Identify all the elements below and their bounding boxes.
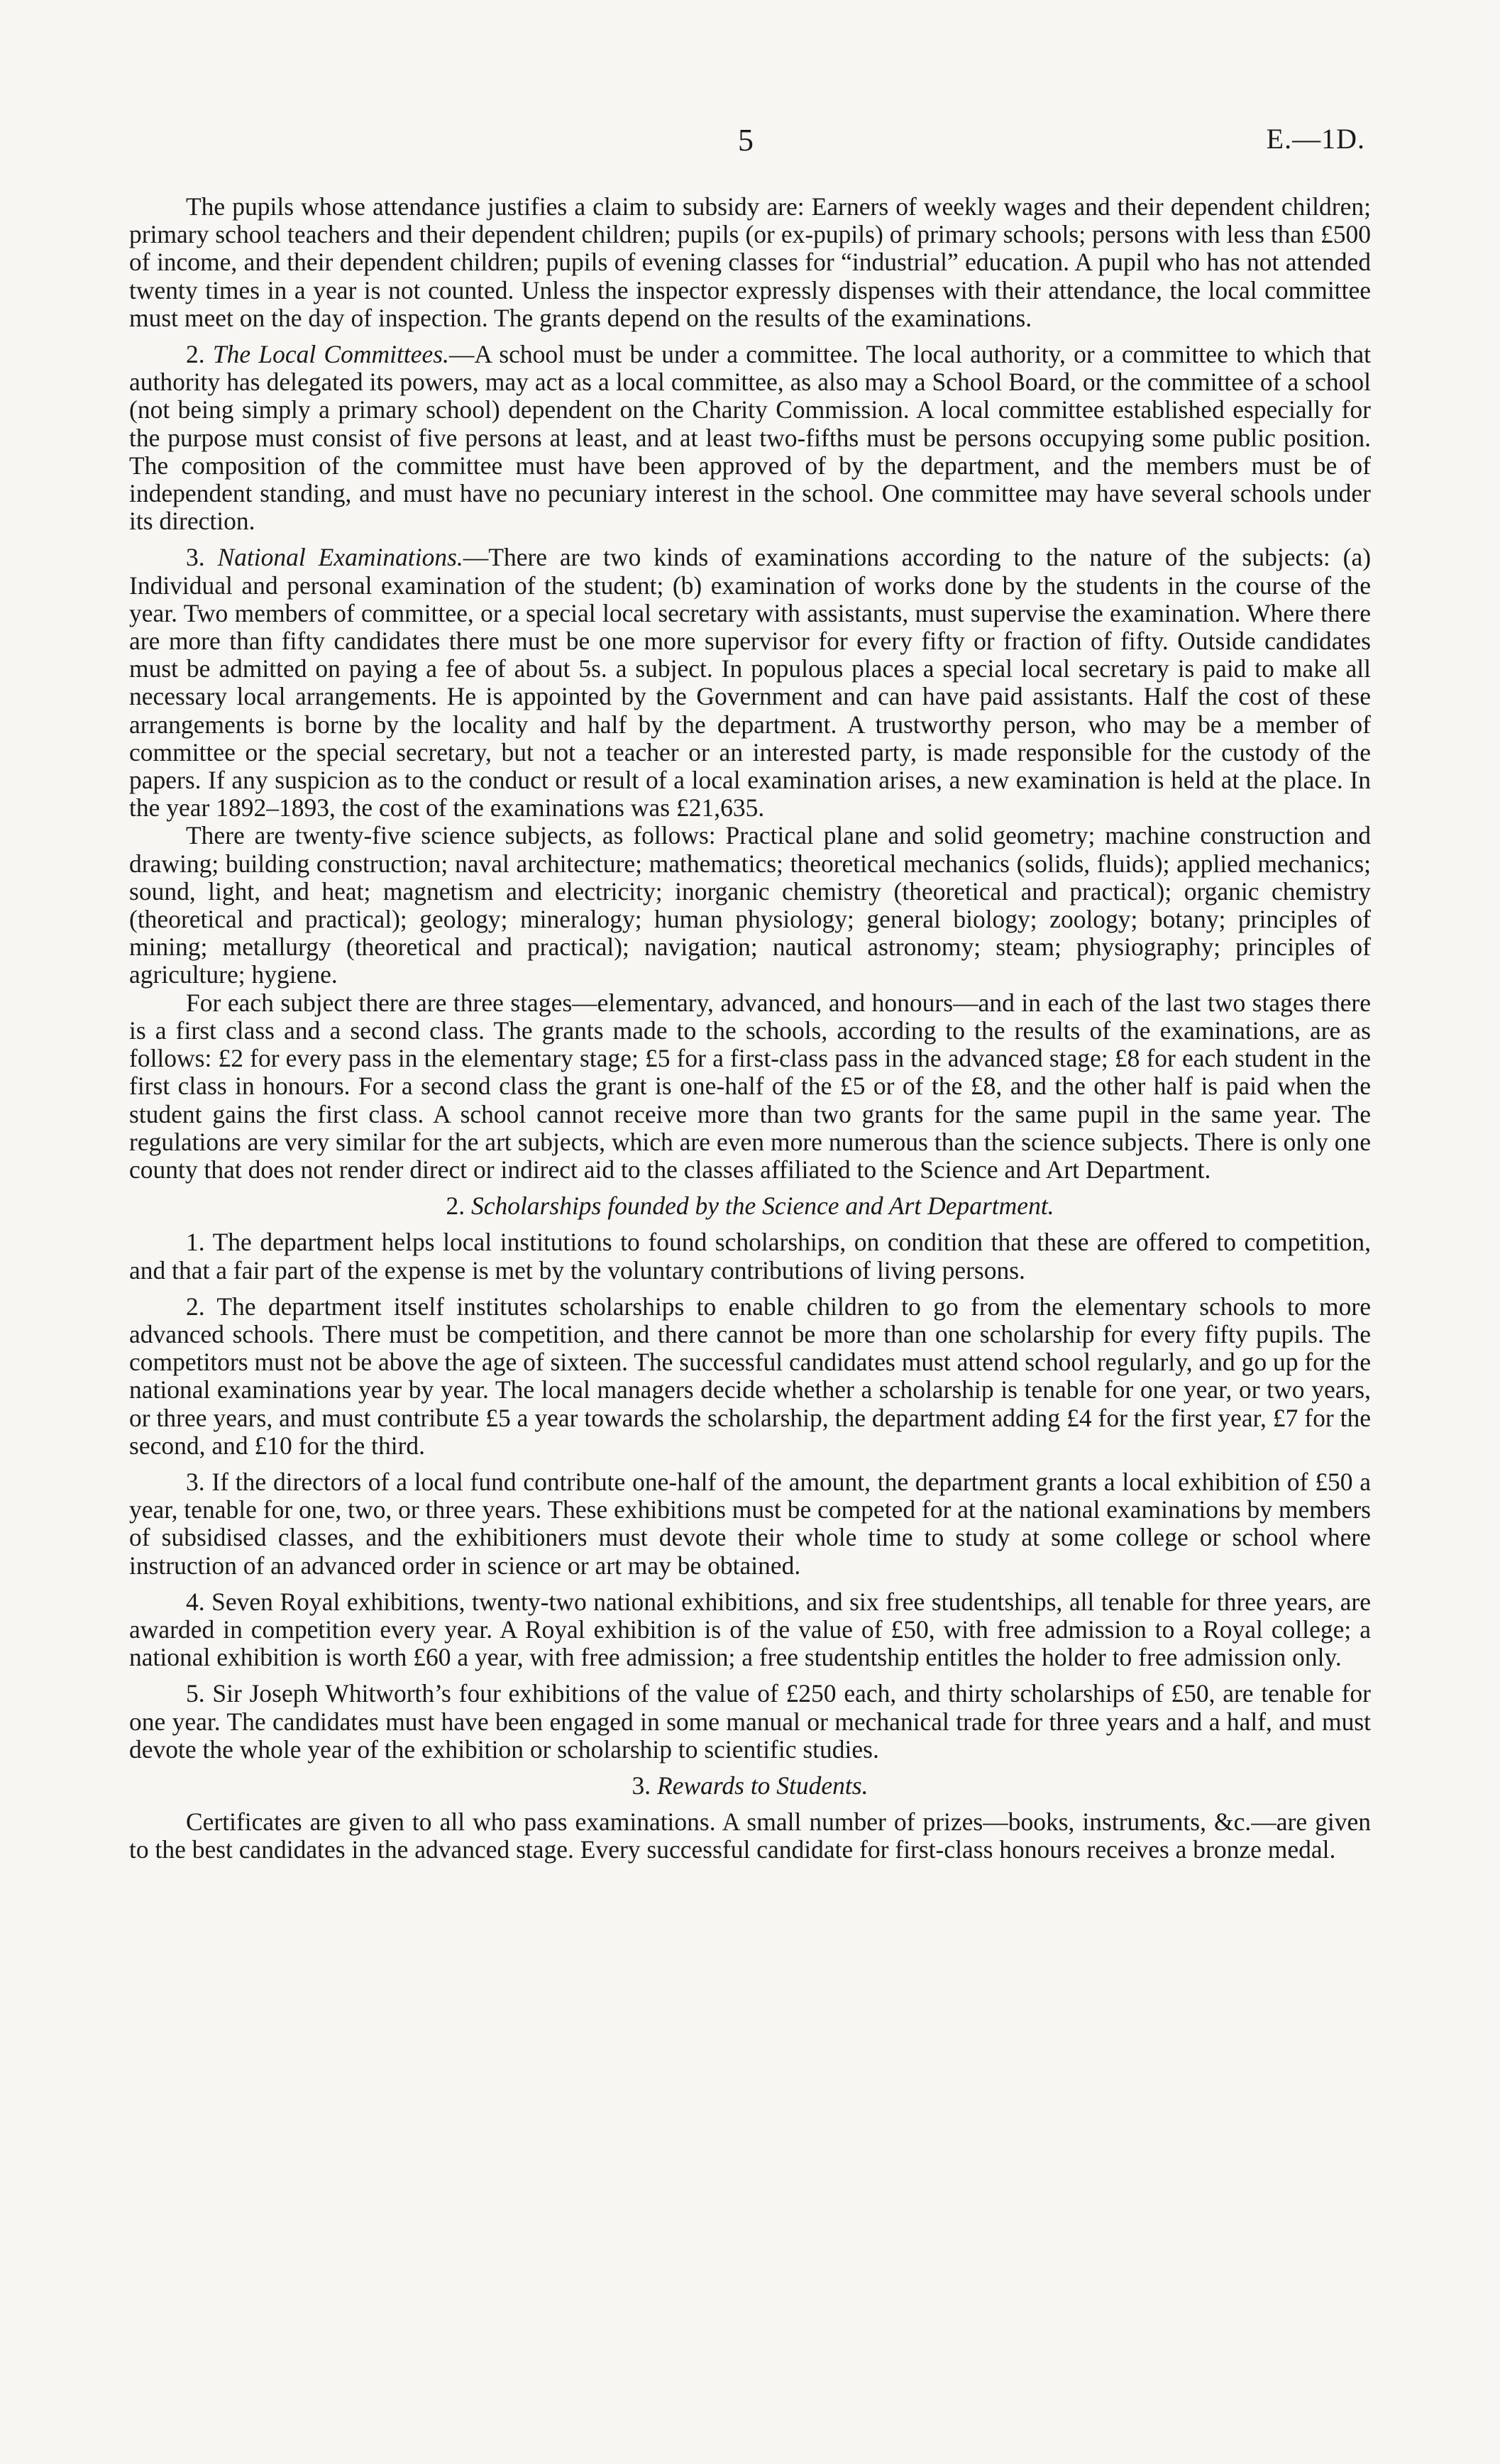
paragraph-scholarship-2: 2. The department itself institutes scholarships to enable children to go from the elementary schools to more advanced schools. There must be competition, and there cannot be more than one scholarship for every fifty pupils. The competitors must not be above the age of sixteen. The successful candidates must attend school regularly, and go up for the national examinations year by year. The local managers decide whether a scholarship is tenable for one year, or two years, or three years, and must contribute £5 a year towards the scholarship, the department adding £4 for the first year, £7 for the second, and £10 for the third. bbox=[129, 1292, 1371, 1460]
paragraph-scholarship-3: 3. If the directors of a local fund contribute one-half of the amount, the department grants a local exhibition of £50 a year, tenable for one, two, or three years. These exhibitions must be competed for at the national examinations by members of subsidised classes, and the exhibitioners must devote their whole time to study at some college or school where instruction of an advanced order in science or art may be obtained. bbox=[129, 1467, 1371, 1580]
section-heading-rewards: 3. Rewards to Students. bbox=[632, 1771, 868, 1800]
paragraph-stages: For each subject there are three stages—elementary, advanced, and honours—and in each of the last two stages there is a first class and a second class. The grants made to the schools, according to the results of the examinations, are as follows: £2 for every pass in the elementary stage; £5 for a first-class pass in the advanced stage; £8 for each student in the first class in honours. For a second class the grant is one-half of the £5 or of the £8, and the other half is paid when the student gains the first class. A school cannot receive more than two grants for the same pupil in the same year. The regulations are very similar for the art subjects, which are even more numerous than the science subjects. There is only one county that does not render direct or indirect aid to the classes affiliated to the Science and Art Department. bbox=[129, 988, 1371, 1184]
paragraph-body: —A school must be under a committee. The local authority, or a committee to which that authority has delegated its powers, may act as a local committee, as also may a School Board, or the committee of a school (not being simply a primary school) dependent on the Charity Commission. A local committee established especially for the purpose must consist of five persons at least, and at least two-fifths must be persons occupying some public position. The composition of the committee must have been approved of by the department, and the members must be of independent standing, and must have no pecuniary interest in the school. One committee may have several schools under its direction. bbox=[129, 340, 1372, 536]
paragraph-rewards: Certificates are given to all who pass examinations. A small number of prizes—books, instruments, &c.—are given to the best candidates in the advanced stage. Every successful candidate for first-class honours receives a bronze medal. bbox=[129, 1808, 1371, 1864]
paragraph-scholarship-5: 5. Sir Joseph Whitworth’s four exhibitions of the value of £250 each, and thirty scholarships of £50, are tenable for one year. The candidates must have been engaged in some manual or mechanical trade for three years and a half, and must devote the whole year of the exhibition or scholarship to scientific studies. bbox=[129, 1679, 1371, 1764]
page-number: 5 bbox=[738, 123, 754, 158]
paragraph-national-examinations bbox=[129, 544, 1371, 822]
section-number: 2. bbox=[186, 340, 205, 369]
paragraph-scholarship-1: 1. The department helps local institutions to found scholarships, on condition that these are offered to competition, and that a fair part of the expense is met by the voluntary contributions of living persons. bbox=[129, 1228, 1371, 1285]
paragraph-heading: National Examinations. bbox=[217, 543, 463, 572]
paragraph-body: —There are two kinds of examinations according to the nature of the subjects: (a) Individual and personal examination of the student; (b) examination of works done by the students in the course of the year. Two members of committee, or a special local secretary with assistants, must supervise the examination. Where there are more than fifty candidates there must be one more supervisor for every fifty or fraction of fifty. Outside candidates must be admitted on paying a fee of about 5s. a subject. In populous places a special local secretary is paid to make all necessary local arrangements. He is appointed by the Government and can have paid assistants. Half the cost of these arrangements is borne by the locality and half by the department. A trustworthy person, who may be a member of committee or the special secretary, but not a teacher or an interested party, is made responsible for the custody of the papers. If any suspicion as to the conduct or result of a local examination arises, a new examination is held at the place. In the year 1892–1893, the cost of the examinations was £21,635. bbox=[129, 543, 1372, 823]
paragraph-scholarship-4: 4. Seven Royal exhibitions, twenty-two national exhibitions, and six free studentships, all tenable for three years, are awarded in competition every year. A Royal exhibition is of the value of £50, with free admission to a Royal college; a national exhibition is worth £60 a year, with free admission; a free studentship entitles the holder to free admission only. bbox=[129, 1587, 1371, 1672]
document-reference: E.—1D. bbox=[1266, 123, 1365, 155]
paragraph-heading: The Local Committees. bbox=[212, 340, 449, 369]
paragraph-pupils: The pupils whose attendance justifies a claim to subsidy are: Earners of weekly wages and their dependent children; primary school teachers and their dependent children; pupils (or ex-pupils) of primary schools; persons with less than £500 of income, and their dependent children; pupils of evening classes for “industrial” education. A pupil who has not attended twenty times in a year is not counted. Unless the inspector expressly dispenses with their attendance, the local committee must meet on the day of inspection. The grants depend on the results of the examinations. bbox=[129, 192, 1371, 332]
section-heading-scholarships: 2. Scholarships founded by the Science and Art Department. bbox=[446, 1192, 1054, 1221]
section-number: 3. bbox=[186, 543, 205, 572]
body-text bbox=[129, 193, 1371, 1873]
paragraph-science-subjects: There are twenty-five science subjects, as follows: Practical plane and solid geometry; machine construction and drawing; building construction; naval architecture; mathematics; theoretical mechanics (solids, fluids); applied mechanics; sound, light, and heat; magnetism and electricity; inorganic chemistry (theoretical and practical); organic chemistry (theoretical and practical); geology; mineralogy; human physiology; general biology; zoology; botany; principles of mining; metallurgy (theoretical and practical); navigation; nautical astronomy; steam; physiography; principles of agriculture; hygiene. bbox=[129, 821, 1371, 989]
paragraph-local-committees bbox=[129, 341, 1371, 535]
